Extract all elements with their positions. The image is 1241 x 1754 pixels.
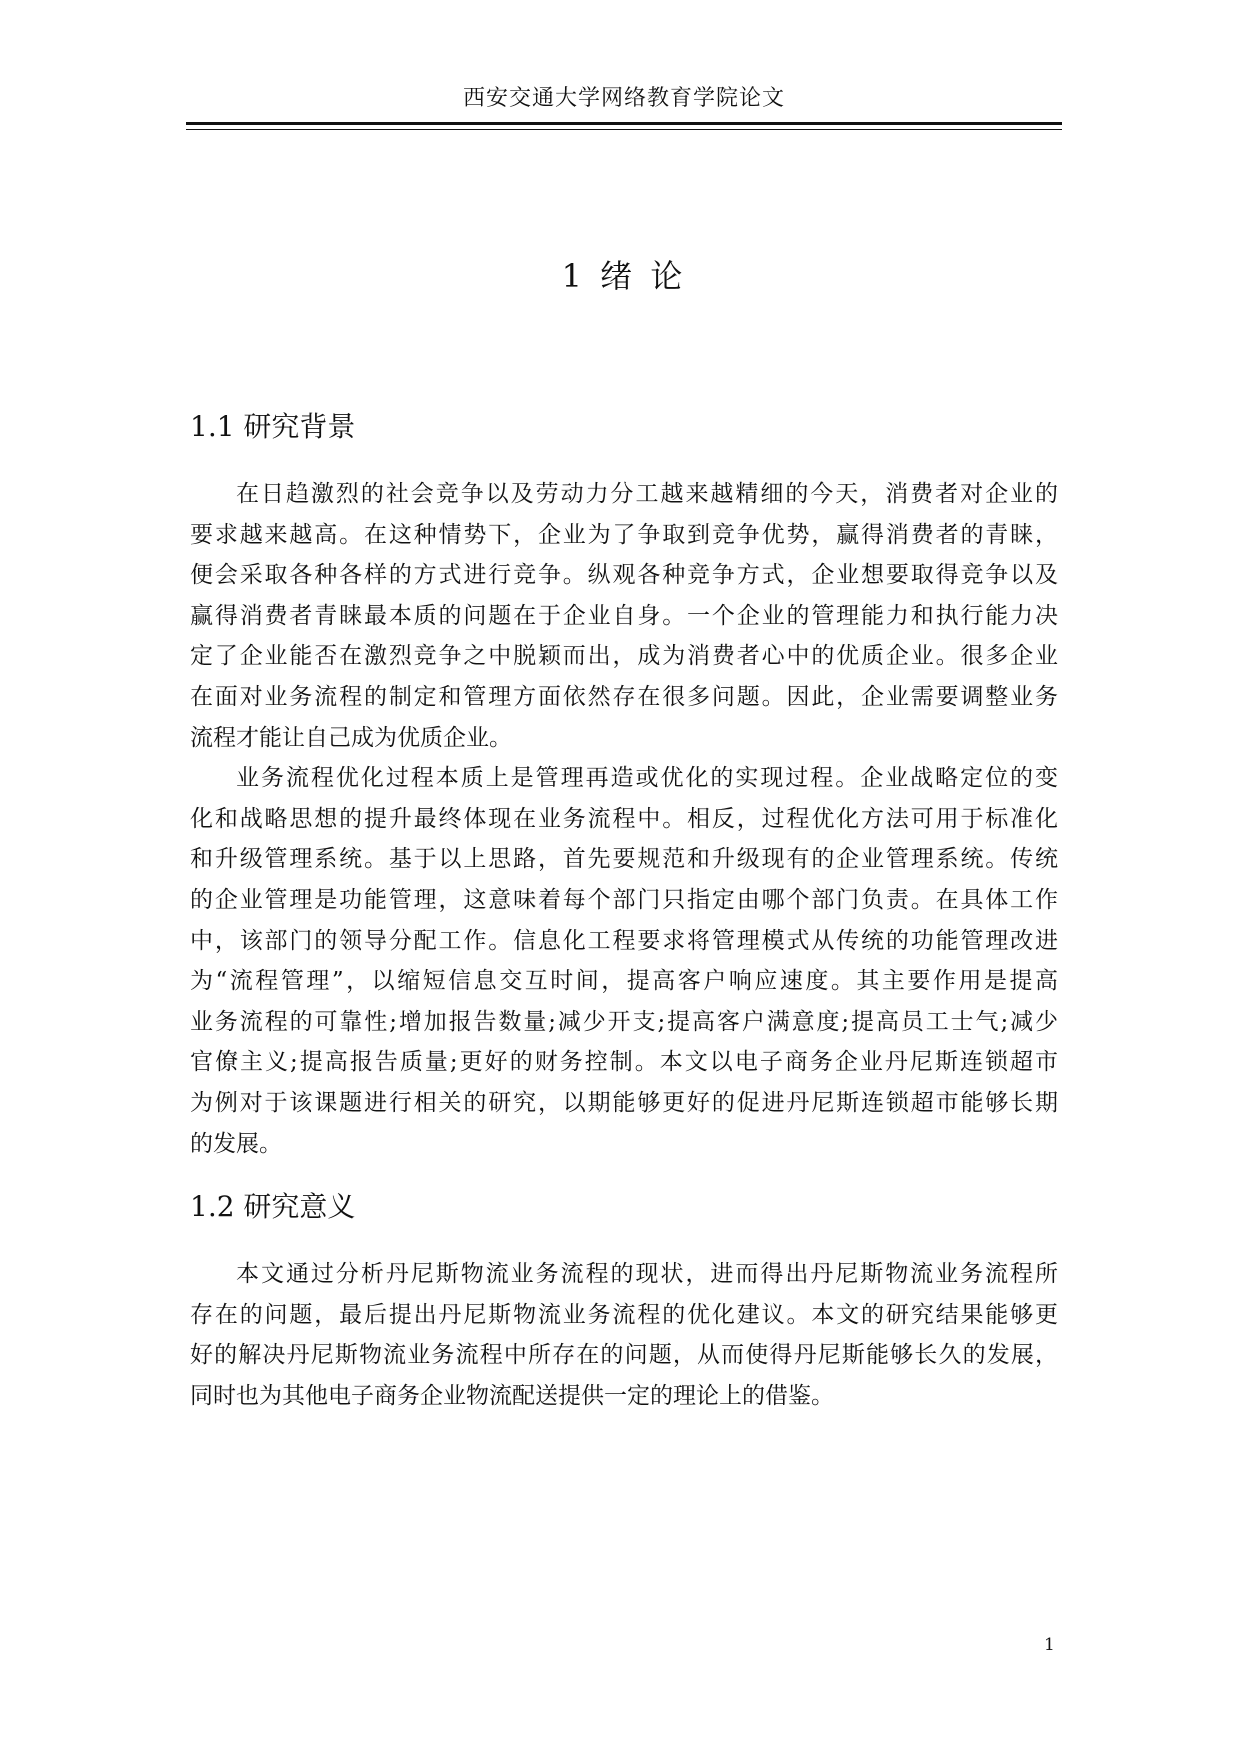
paragraph-line: 官僚主义;提高报告质量;更好的财务控制。本文以电子商务企业丹尼斯连锁超市: [190, 1049, 1058, 1076]
header-rule-thick: [186, 122, 1062, 125]
section-body-background: [190, 474, 1058, 1164]
paragraph-line: 中，该部门的领导分配工作。信息化工程要求将管理模式从传统的功能管理改进: [190, 927, 1058, 954]
paragraph-line: 为例对于该课题进行相关的研究，以期能够更好的促进丹尼斯连锁超市能够长期: [190, 1089, 1058, 1116]
chapter-title: 1 绪 论: [561, 257, 687, 295]
paragraph-line: 的发展。: [190, 1130, 282, 1157]
section-body-significance: [190, 1254, 1058, 1416]
paragraph-line: 流程才能让自己成为优质企业。: [190, 724, 512, 751]
header-rule-thin: [186, 129, 1062, 130]
section-heading-significance: 1.2 研究意义: [190, 1190, 356, 1223]
running-header: 西安交通大学网络教育学院论文: [462, 86, 785, 111]
paragraph-line: 在日趋激烈的社会竞争以及劳动力分工越来越精细的今天，消费者对企业的: [236, 481, 1058, 507]
paragraph-line: 存在的问题，最后提出丹尼斯物流业务流程的优化建议。本文的研究结果能够更: [190, 1301, 1058, 1328]
paragraph-line: 在面对业务流程的制定和管理方面依然存在很多问题。因此，企业需要调整业务: [190, 683, 1058, 710]
paragraph-line: 好的解决丹尼斯物流业务流程中所存在的问题，从而使得丹尼斯能够长久的发展，: [190, 1342, 1058, 1369]
paragraph-line: 化和战略思想的提升最终体现在业务流程中。相反，过程优化方法可用于标准化: [190, 805, 1058, 832]
paragraph-line: 同时也为其他电子商务企业物流配送提供一定的理论上的借鉴。: [190, 1382, 834, 1409]
paragraph-line: 业务流程优化过程本质上是管理再造或优化的实现过程。企业战略定位的变: [236, 765, 1058, 792]
paragraph-line: 便会采取各种各样的方式进行竞争。纵观各种竞争方式，企业想要取得竞争以及: [190, 562, 1058, 589]
section-heading-background: 1.1 研究背景: [190, 410, 356, 443]
page-number: 1: [1044, 1635, 1055, 1655]
paragraph-line: 要求越来越高。在这种情势下，企业为了争取到竞争优势，赢得消费者的青睐，: [190, 521, 1058, 548]
paragraph-line: 为“流程管理”，以缩短信息交互时间，提高客户响应速度。其主要作用是提高: [190, 968, 1058, 995]
paragraph-line: 业务流程的可靠性;增加报告数量;减少开支;提高客户满意度;提高员工士气;减少: [190, 1008, 1058, 1035]
paragraph-line: 定了企业能否在激烈竞争之中脱颖而出，成为消费者心中的优质企业。很多企业: [190, 643, 1058, 670]
paragraph-line: 本文通过分析丹尼斯物流业务流程的现状，进而得出丹尼斯物流业务流程所: [236, 1261, 1058, 1287]
paragraph-line: 赢得消费者青睐最本质的问题在于企业自身。一个企业的管理能力和执行能力决: [190, 602, 1058, 629]
paragraph-line: 的企业管理是功能管理，这意味着每个部门只指定由哪个部门负责。在具体工作: [190, 886, 1058, 913]
paragraph-line: 和升级管理系统。基于以上思路，首先要规范和升级现有的企业管理系统。传统: [190, 846, 1058, 873]
